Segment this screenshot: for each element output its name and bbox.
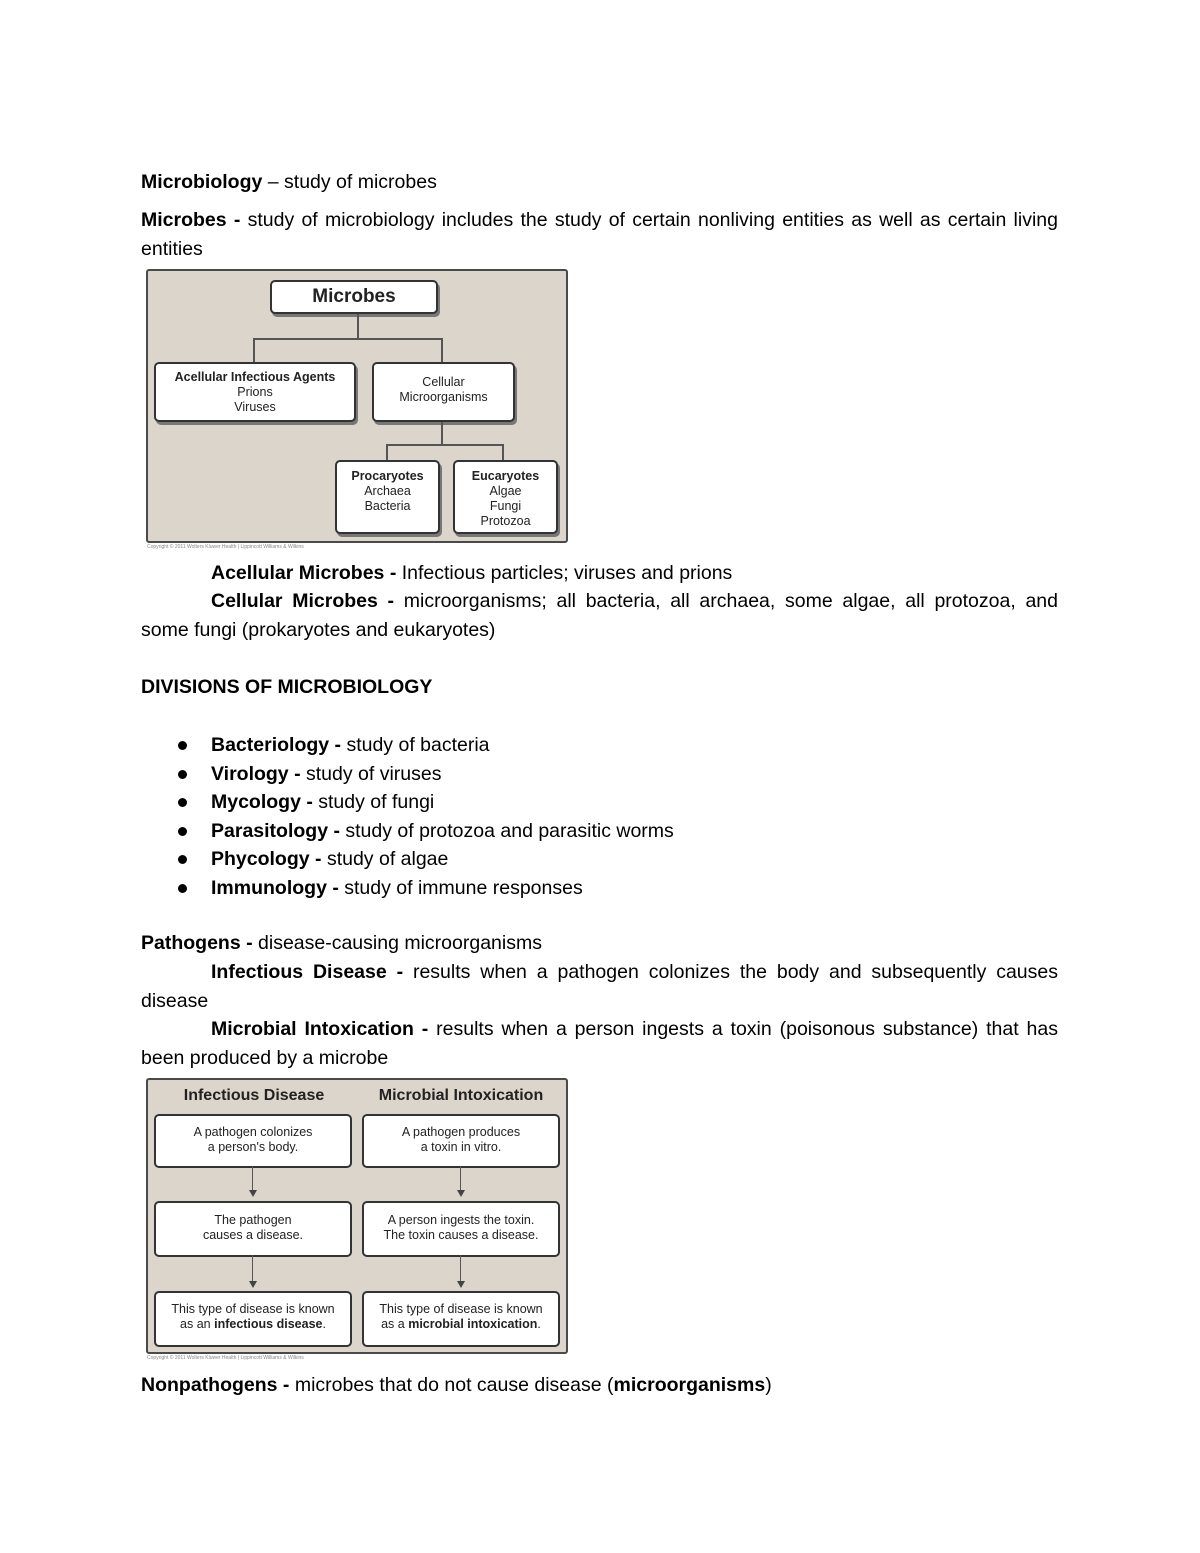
list-item [141, 731, 674, 760]
box-line: The toxin causes a disease. [383, 1228, 539, 1242]
connector [386, 444, 504, 446]
definition: study of immune responses [338, 876, 583, 899]
definition: study of viruses [300, 762, 442, 785]
emphasis: microorganisms [613, 1374, 766, 1396]
box-line: A pathogen produces [401, 1125, 521, 1139]
list-item [141, 845, 674, 874]
arrow-line [252, 1166, 253, 1192]
connector [253, 338, 255, 362]
figure-copyright: Copyright © 2011 Wolters Kluwer Health | Lippincott Williams & Wilkins [147, 544, 304, 550]
term: Bacteriology - [211, 734, 342, 756]
definition: – study of microbes [262, 171, 437, 193]
term: Microbes - [141, 209, 241, 231]
term: Microbial Intoxication - [211, 1018, 429, 1040]
microbes-root-box [270, 280, 438, 314]
term: Microbiology [141, 171, 263, 193]
term: Parasitology - [211, 819, 340, 842]
paragraph-cellular-microbes [141, 587, 1058, 645]
box-line: The pathogen [214, 1213, 292, 1227]
flow-box [362, 1291, 560, 1347]
flow-box [154, 1114, 352, 1168]
definition: microorganisms; all bacteria, all archaea, some algae, all protozoa, and some fungi (prokaryotes and eukaryotes) [141, 590, 1058, 641]
box-text: as an [180, 1317, 215, 1331]
box-line: as an infectious disease. [180, 1317, 326, 1331]
cellular-microorganisms-box [372, 362, 515, 422]
divisions-list [141, 731, 674, 903]
connector [386, 444, 388, 460]
box-item: Viruses [234, 400, 276, 414]
term: Acellular Microbes - [211, 562, 397, 584]
paragraph-microbes [141, 206, 1058, 264]
arrow-line [460, 1255, 461, 1283]
connector [357, 314, 359, 338]
paragraph-microbiology [141, 168, 1058, 197]
disease-comparison-diagram [146, 1078, 568, 1354]
box-line: This type of disease is known [171, 1302, 335, 1316]
figure-copyright: Copyright © 2011 Wolters Kluwer Health | Lippincott Williams & Wilkins [147, 1355, 304, 1361]
microbes-classification-diagram [146, 269, 568, 543]
arrow-down-icon [249, 1190, 257, 1197]
closing-paren: ) [765, 1374, 772, 1396]
eucaryotes-box [453, 460, 558, 534]
definition: results when a person ingests a toxin (poisonous substance) that has been produced by a microbe [141, 1018, 1058, 1069]
arrow-line [252, 1255, 253, 1283]
bullet-icon [178, 827, 187, 836]
box-item: Fungi [489, 499, 522, 513]
definition: study of algae [321, 848, 449, 871]
definition: study of protozoa and parasitic worms [339, 819, 674, 842]
box-item: Archaea [364, 484, 411, 498]
paragraph-microbial-intoxication [141, 1015, 1058, 1073]
bullet-icon [178, 770, 187, 779]
term: Virology - [211, 762, 301, 785]
box-line: A person ingests the toxin. [387, 1213, 535, 1227]
paragraph-acellular-microbes [141, 559, 1058, 588]
acellular-agents-box [154, 362, 356, 422]
box-line: A pathogen colonizes [193, 1125, 313, 1139]
box-line: causes a disease. [202, 1228, 304, 1242]
box-item: Algae [489, 484, 522, 498]
box-item: Prions [237, 385, 273, 399]
root-label: Microbes [312, 286, 396, 307]
flow-box [362, 1201, 560, 1257]
box-item: Protozoa [480, 514, 531, 528]
connector [502, 444, 504, 460]
definition: disease-causing microorganisms [252, 932, 542, 954]
box-line: This type of disease is known [379, 1302, 543, 1316]
flow-box [362, 1114, 560, 1168]
term: Infectious Disease - [211, 961, 404, 983]
arrow-line [460, 1166, 461, 1192]
bullet-icon [178, 798, 187, 807]
definition: study of bacteria [341, 734, 490, 756]
box-line: a toxin in vitro. [420, 1140, 502, 1154]
box-line: as a microbial intoxication. [381, 1317, 541, 1331]
term: Cellular Microbes - [211, 590, 395, 612]
box-bold-text: infectious disease [214, 1317, 323, 1331]
list-item [141, 874, 674, 903]
bullet-icon [178, 884, 187, 893]
term: Immunology - [211, 876, 339, 899]
definition: study of fungi [312, 791, 435, 814]
box-title: Procaryotes [351, 469, 424, 483]
box-title: Eucaryotes [471, 469, 540, 483]
arrow-down-icon [457, 1281, 465, 1288]
procaryotes-box [335, 460, 440, 534]
connector [441, 338, 443, 362]
column-heading: Microbial Intoxication [378, 1087, 544, 1104]
definition: Infectious particles; viruses and prions [396, 562, 733, 584]
divisions-heading: DIVISIONS OF MICROBIOLOGY [141, 676, 433, 698]
list-item [141, 788, 674, 817]
flow-box [154, 1291, 352, 1347]
arrow-down-icon [249, 1281, 257, 1288]
box-title: Acellular Infectious Agents [174, 370, 336, 384]
list-item [141, 817, 674, 846]
bullet-icon [178, 741, 187, 750]
arrow-down-icon [457, 1190, 465, 1197]
paragraph-pathogens [141, 929, 1058, 958]
list-item [141, 760, 674, 789]
box-line: Microorganisms [399, 390, 488, 404]
term: Nonpathogens - [141, 1374, 290, 1396]
box-line: Cellular [422, 375, 465, 389]
definition: study of microbiology includes the study of certain nonliving entities as well as certain living entities [141, 209, 1058, 260]
connector [253, 338, 443, 340]
term: Mycology - [211, 791, 313, 814]
flow-box [154, 1201, 352, 1257]
term: Pathogens - [141, 932, 253, 954]
paragraph-nonpathogens [141, 1371, 1058, 1400]
definition: results when a pathogen colonizes the body and subsequently causes disease [141, 961, 1059, 1012]
column-heading: Infectious Disease [183, 1087, 325, 1104]
paragraph-infectious-disease [141, 958, 1058, 1016]
connector [441, 422, 443, 444]
definition: microbes that do not cause disease ( [289, 1374, 614, 1396]
term: Phycology - [211, 848, 322, 871]
box-text: as a [381, 1317, 409, 1331]
box-line: a person's body. [207, 1140, 299, 1154]
box-bold-text: microbial intoxication [408, 1317, 538, 1331]
box-item: Bacteria [364, 499, 411, 513]
bullet-icon [178, 855, 187, 864]
